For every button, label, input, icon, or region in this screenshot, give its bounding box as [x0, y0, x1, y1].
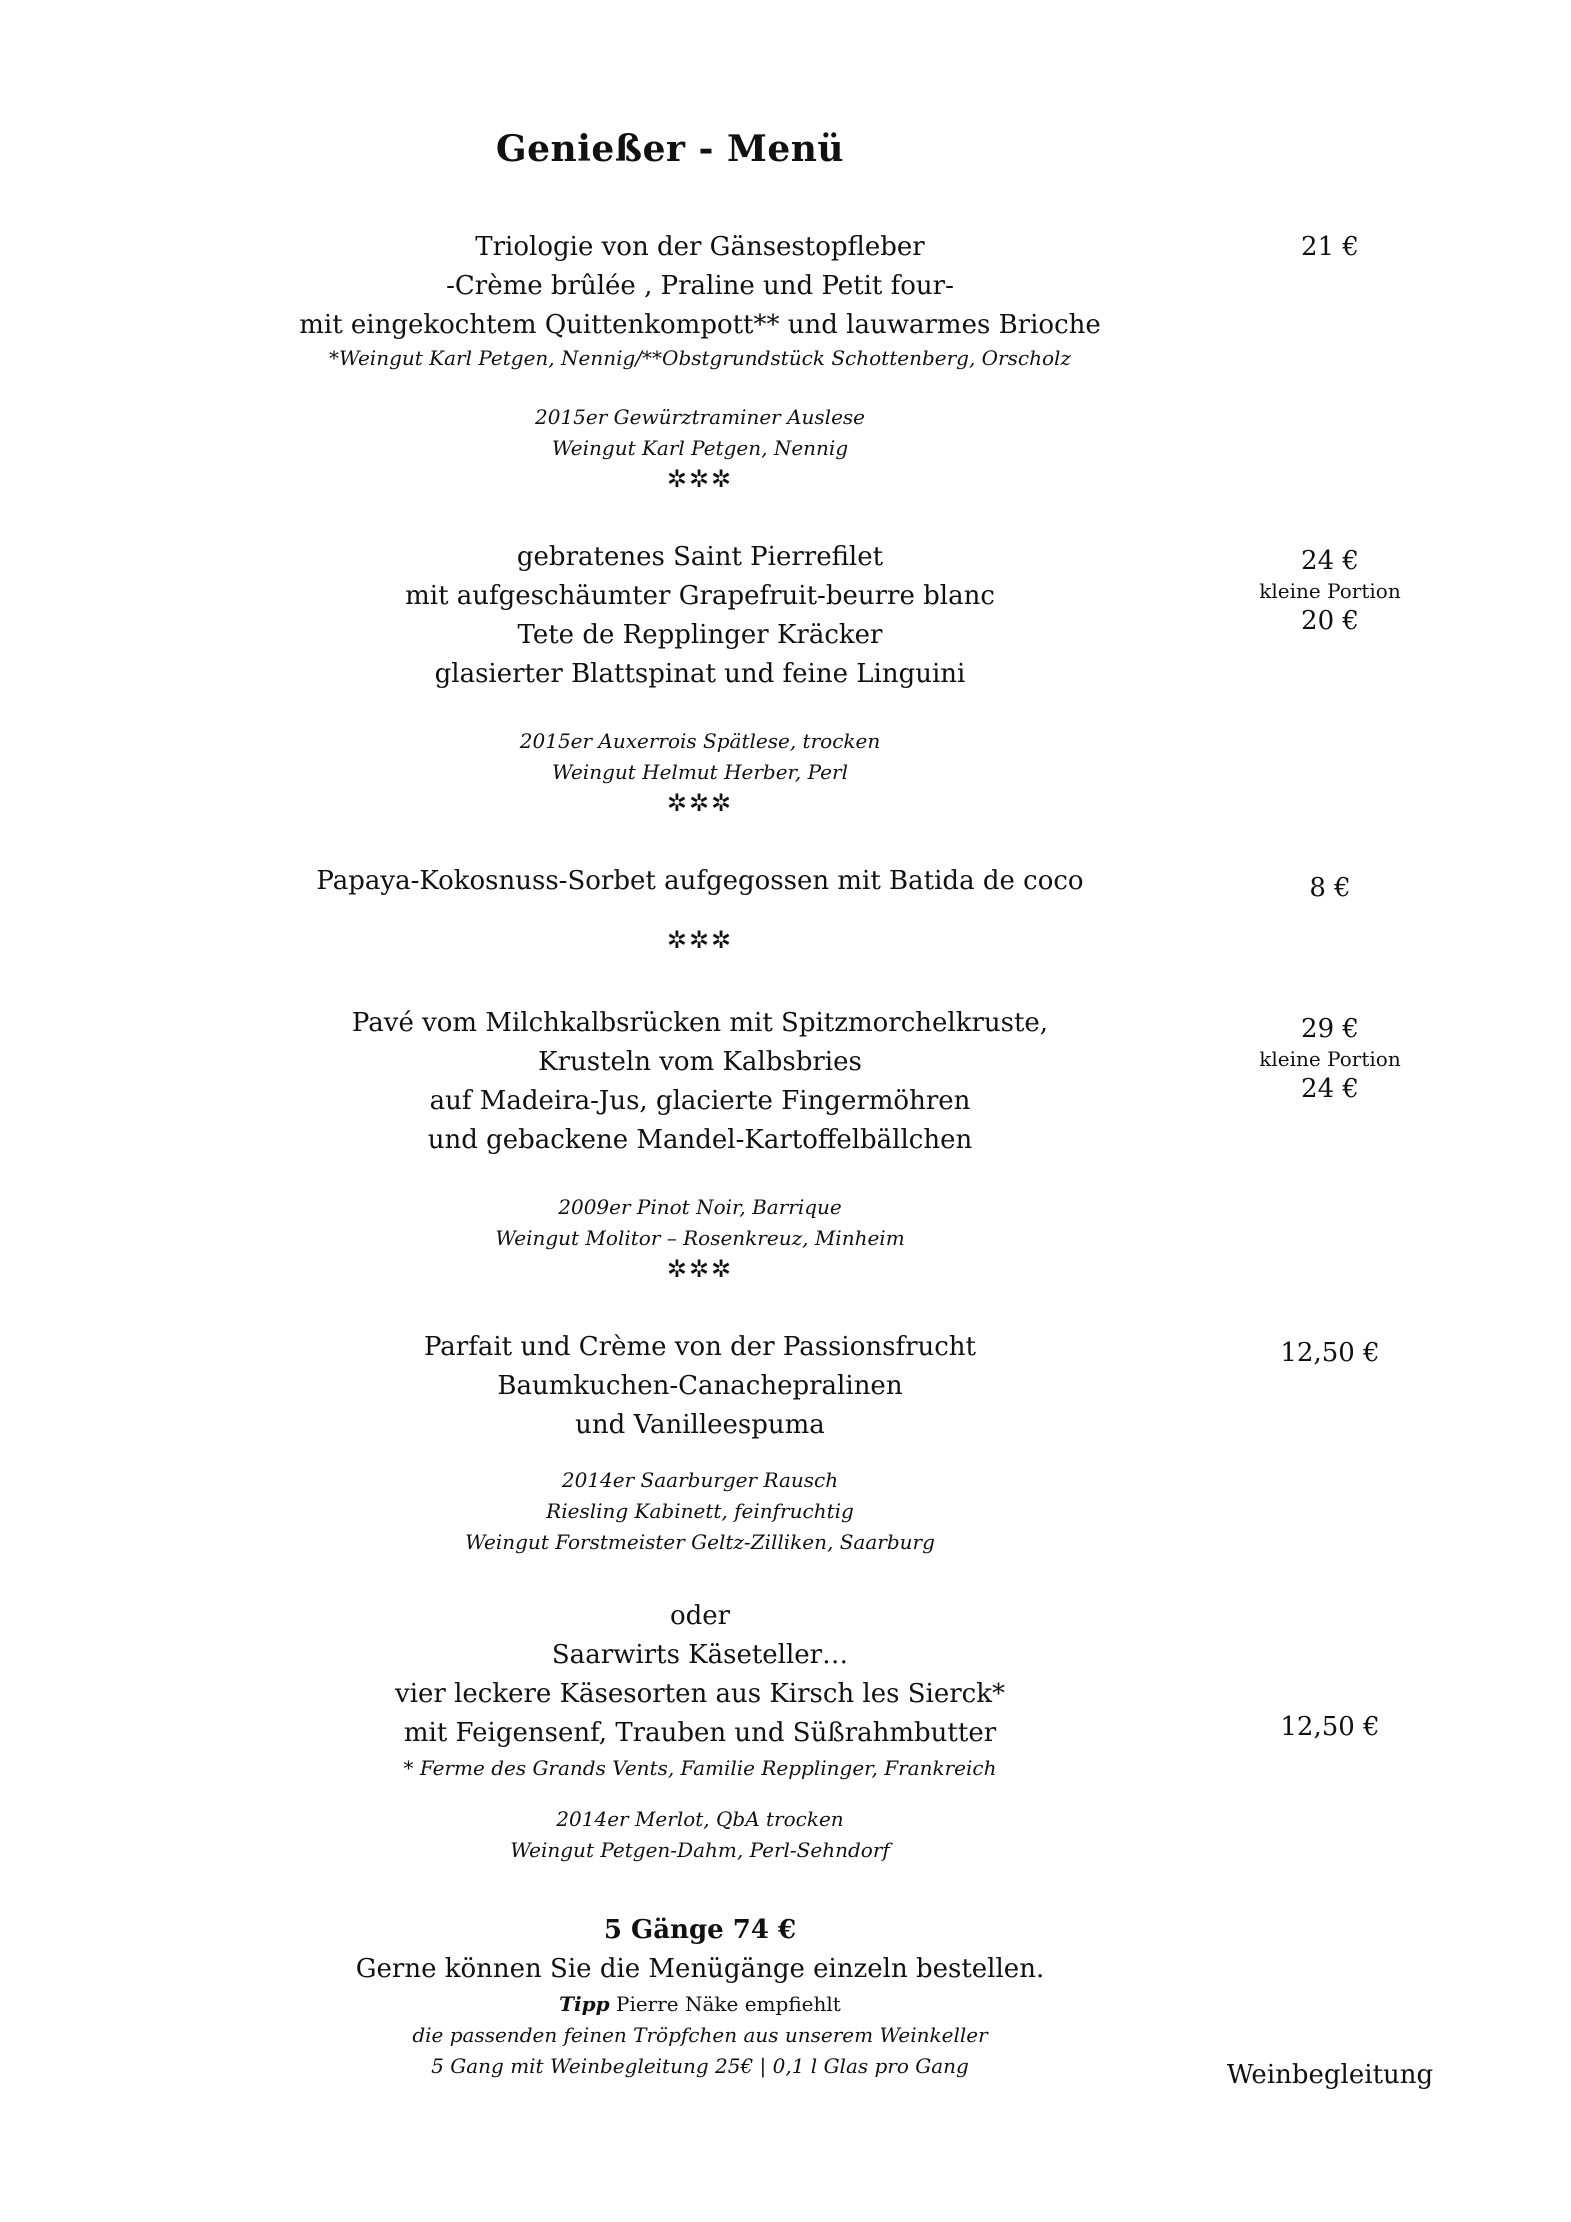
menu-total: 5 Gänge 74 € [603, 1915, 797, 1945]
course-4-price-block [1230, 1013, 1430, 1105]
course-5-line: Baumkuchen-Canachepralinen [497, 1371, 903, 1401]
alternative-course [240, 1597, 1160, 1866]
course-1-price-block [1230, 231, 1430, 263]
tipp-line [240, 1989, 1160, 2020]
course-2-price-block [1230, 545, 1430, 637]
course-1-line: -Crème brûlée , Praline und Petit four- [446, 271, 954, 301]
separator-stars: ✲✲✲ [666, 465, 734, 493]
course-4-portion-label: kleine Portion [1259, 1047, 1401, 1071]
alternative-price: 12,50 € [1280, 1712, 1380, 1742]
separator-stars: ✲✲✲ [666, 789, 734, 817]
course-2 [240, 538, 1160, 818]
tipp-line-3: 5 Gang mit Weinbegleitung 25€ | 0,1 l Glas pro Gang [431, 2054, 969, 2078]
course-4 [240, 1004, 1160, 1284]
alternative-wine: 2014er Merlot, QbA trocken [556, 1807, 844, 1831]
tipp-label: Tipp [559, 1992, 610, 2016]
course-5-line: Parfait und Crème von der Passionsfrucht [423, 1332, 977, 1362]
course-5-price: 12,50 € [1280, 1338, 1380, 1368]
course-2-winery: Weingut Helmut Herber, Perl [552, 760, 848, 784]
course-1-wine: 2015er Gewürztraminer Auslese [535, 405, 865, 429]
menu-note: Gerne können Sie die Menügänge einzeln bestellen. [355, 1954, 1045, 1984]
course-3 [240, 862, 1160, 955]
alternative-winery: Weingut Petgen-Dahm, Perl-Sehndorf [510, 1838, 890, 1862]
menu-title: Genießer - Menü [495, 128, 845, 170]
course-2-portion-price: 20 € [1301, 606, 1359, 636]
alternative-line: Saarwirts Käseteller… [551, 1640, 849, 1670]
course-4-line: auf Madeira-Jus, glacierte Fingermöhren [429, 1086, 971, 1116]
course-5-wine-detail: Riesling Kabinett, feinfruchtig [546, 1499, 854, 1523]
course-4-price: 29 € [1301, 1014, 1359, 1044]
course-2-line: Tete de Repplinger Kräcker [517, 620, 883, 650]
alternative-line: vier leckere Käsesorten aus Kirsch les Sierck* [395, 1679, 1005, 1709]
course-4-line: Pavé vom Milchkalbsrücken mit Spitzmorchelkruste, [351, 1008, 1049, 1038]
alternative-line: oder [669, 1601, 731, 1631]
alternative-line: mit Feigensenf, Trauben und Süßrahmbutter [403, 1718, 997, 1748]
course-4-portion-price: 24 € [1301, 1074, 1359, 1104]
course-1 [240, 228, 1160, 494]
course-4-line: Krusteln vom Kalbsbries [538, 1047, 862, 1077]
course-1-winery: Weingut Karl Petgen, Nennig [551, 436, 849, 460]
course-1-line: mit eingekochtem Quittenkompott** und lauwarmes Brioche [299, 310, 1101, 340]
course-5 [240, 1328, 1160, 1558]
course-5-line: und Vanilleespuma [575, 1410, 825, 1440]
alternative-footnote: * Ferme des Grands Vents, Familie Repplinger, Frankreich [403, 1756, 997, 1780]
course-1-price: 21 € [1301, 232, 1359, 262]
separator-stars: ✲✲✲ [666, 926, 734, 954]
alternative-price-block [1230, 1711, 1430, 1743]
separator-stars: ✲✲✲ [666, 1255, 734, 1283]
course-3-price: 8 € [1309, 873, 1351, 903]
course-2-portion-label: kleine Portion [1259, 579, 1401, 603]
course-2-wine: 2015er Auxerrois Spätlese, trocken [519, 729, 881, 753]
menu-summary [240, 1911, 1160, 2082]
course-1-line: Triologie von der Gänsestopfleber [475, 232, 925, 262]
course-2-line: gebratenes Saint Pierrefilet [516, 542, 884, 572]
course-4-line: und gebackene Mandel-Kartoffelbällchen [427, 1125, 973, 1155]
course-4-wine: 2009er Pinot Noir, Barrique [558, 1195, 842, 1219]
tipp-line-2: die passenden feinen Tröpfchen aus unserem Weinkeller [412, 2023, 988, 2047]
course-5-price-block [1230, 1337, 1430, 1369]
course-2-line: mit aufgeschäumter Grapefruit-beurre blanc [405, 581, 995, 611]
tipp-text: Pierre Näke empfiehlt [609, 1992, 841, 2016]
course-2-price: 24 € [1301, 546, 1359, 576]
course-1-footnote: *Weingut Karl Petgen, Nennig/**Obstgrundstück Schottenberg, Orscholz [329, 346, 1071, 370]
course-5-wine: 2014er Saarburger Rausch [561, 1468, 839, 1492]
course-5-winery: Weingut Forstmeister Geltz-Zilliken, Saarburg [465, 1530, 935, 1554]
course-2-line: glasierter Blattspinat und feine Linguini [434, 659, 966, 689]
course-3-line: Papaya-Kokosnuss-Sorbet aufgegossen mit Batida de coco [316, 866, 1084, 896]
weinbegleitung-label: Weinbegleitung [1226, 2060, 1434, 2090]
course-3-price-block [1230, 872, 1430, 904]
course-4-winery: Weingut Molitor – Rosenkreuz, Minheim [495, 1226, 905, 1250]
